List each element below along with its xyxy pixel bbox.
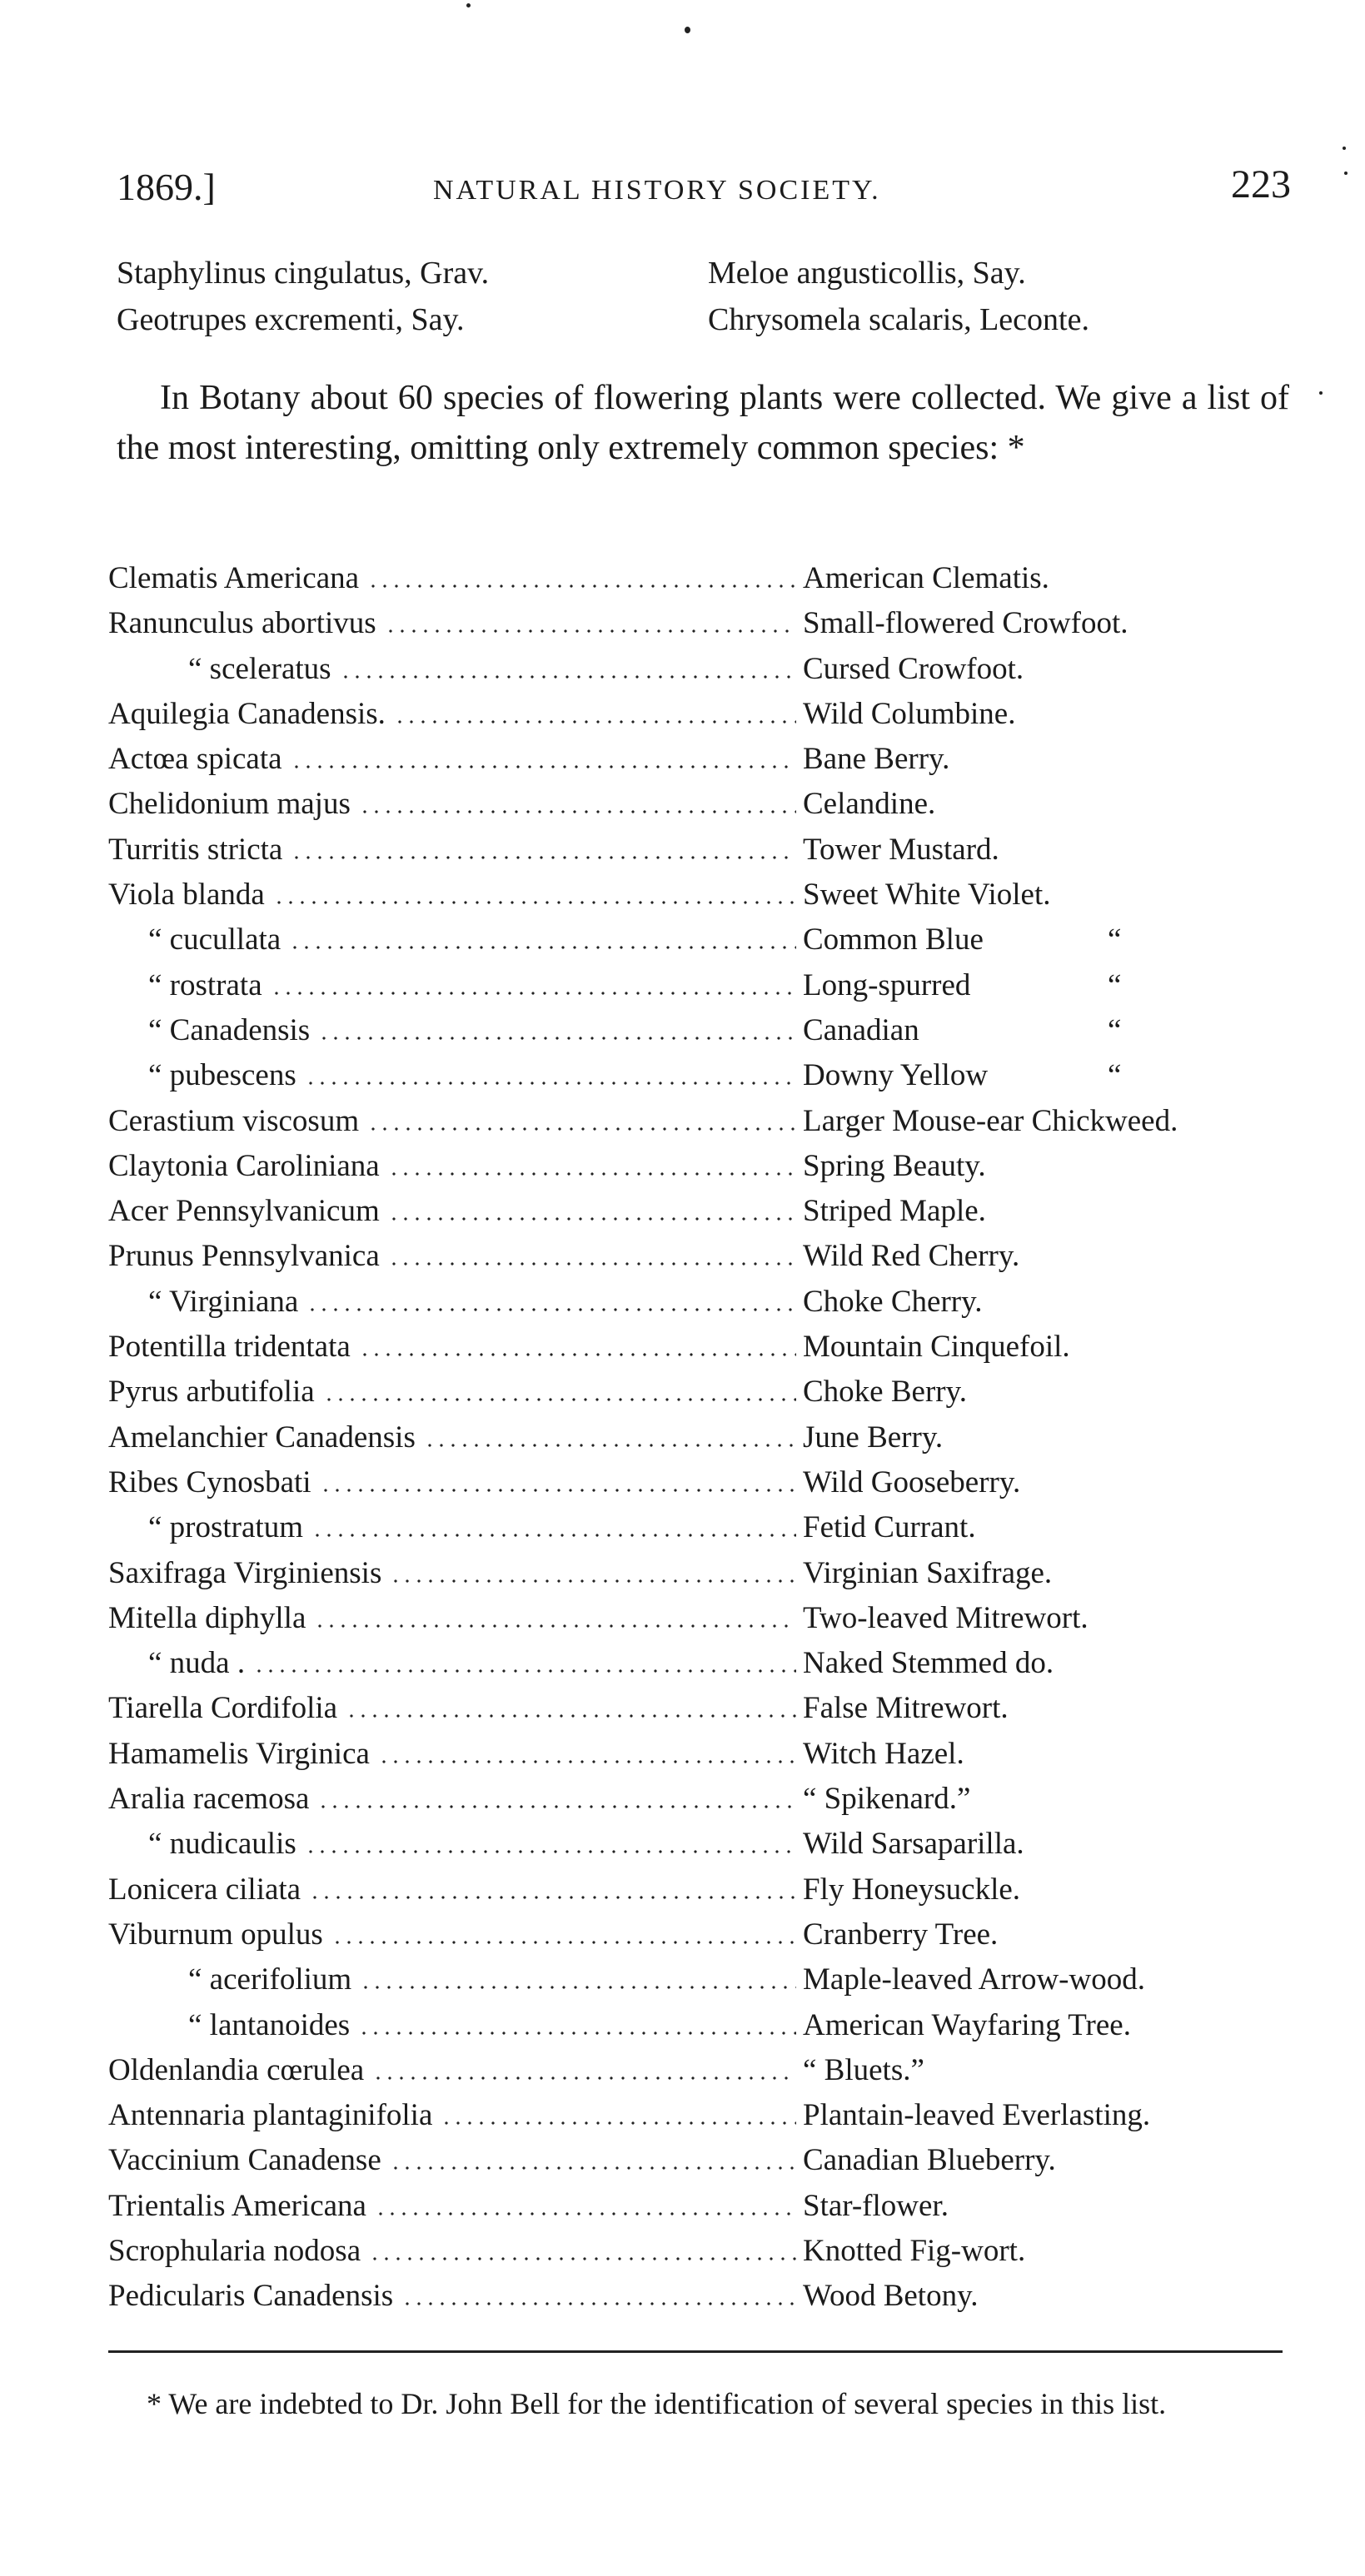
plant-common-name: Witch Hazel.	[803, 1736, 964, 1771]
plant-latin-name: Viburnum opulus	[108, 1917, 323, 1952]
dot-leader	[318, 1037, 796, 1040]
ditto-mark: “	[1108, 967, 1122, 1002]
plant-common-name: Mountain Cinquefoil.	[803, 1330, 1070, 1365]
dot-leader	[340, 675, 796, 679]
plant-row	[108, 1415, 1324, 1460]
plant-row	[108, 1189, 1324, 1234]
plant-common-name: Cursed Crowfoot.	[803, 651, 1024, 686]
plant-latin-name: Potentilla tridentata	[108, 1330, 351, 1365]
plant-row	[108, 1053, 1324, 1098]
plant-latin-name: “ Canadensis	[148, 1012, 311, 1047]
plant-row	[108, 963, 1324, 1008]
plant-row	[108, 2274, 1324, 2319]
plant-common-name: Wild Red Cherry.	[803, 1239, 1020, 1274]
plant-row	[108, 828, 1324, 873]
dot-leader	[390, 1579, 796, 1583]
plant-common-name: Wood Betony.	[803, 2279, 979, 2314]
plant-latin-name: Chelidonium majus	[108, 787, 351, 822]
plant-common-name: Knotted Fig-wort.	[803, 2233, 1026, 2268]
plant-latin-name: “ nuda .	[148, 1646, 246, 1681]
dot-leader	[306, 1308, 796, 1311]
plant-latin-name: Acer Pennsylvanicum	[108, 1194, 380, 1229]
footnote-text: * We are indebted to Dr. John Bell for the identification of several species in this list.	[147, 2387, 1167, 2420]
dot-leader	[323, 1398, 796, 1401]
dot-leader	[358, 2031, 796, 2035]
dot-leader	[305, 1850, 796, 1853]
plant-common-name: Canadian Blueberry.	[803, 2143, 1056, 2178]
plant-latin-name: “ acerifolium	[188, 1962, 352, 1997]
header-title: NATURAL HISTORY SOCIETY.	[433, 175, 881, 206]
plant-latin-name: Aquilegia Canadensis.	[108, 696, 386, 731]
plant-common-name: Downy Yellow	[803, 1058, 989, 1093]
dot-leader	[346, 1714, 796, 1718]
plant-row	[108, 1641, 1324, 1686]
dot-leader	[441, 2121, 796, 2125]
plant-latin-name: Cerastium viscosum	[108, 1103, 360, 1138]
plant-latin-name: Saxifraga Virginiensis	[108, 1555, 382, 1590]
beetle-row	[117, 296, 1283, 343]
plant-common-name: Long-spurred	[803, 967, 971, 1002]
plant-common-name: Maple-leaved Arrow-wood.	[803, 1962, 1145, 1997]
plant-latin-name: “ sceleratus	[188, 651, 331, 686]
beetle-species: Staphylinus cingulatus, Grav.	[117, 256, 490, 291]
plant-latin-name: “ lantanoides	[188, 2007, 351, 2042]
dot-leader	[253, 1669, 796, 1673]
plant-common-name: Two-leaved Mitrewort.	[803, 1600, 1089, 1635]
dot-leader	[271, 992, 796, 995]
plant-row	[108, 1957, 1324, 2002]
plant-row	[108, 1822, 1324, 1867]
plant-latin-name: Ranunculus abortivus	[108, 606, 376, 641]
ditto-mark: “	[1108, 1058, 1122, 1093]
botany-intro-paragraph	[117, 373, 1289, 473]
plant-species-list	[108, 556, 1324, 2320]
plant-row	[108, 2184, 1324, 2229]
plant-row	[108, 1280, 1324, 1325]
print-speck	[466, 3, 471, 7]
dot-leader	[291, 856, 796, 859]
plant-common-name: Canadian	[803, 1012, 919, 1047]
dot-leader	[314, 1624, 796, 1628]
plant-row	[108, 1686, 1324, 1731]
dot-leader	[311, 1534, 796, 1537]
plant-common-name: Wild Sarsaparilla.	[803, 1827, 1024, 1862]
plant-row	[108, 2229, 1324, 2274]
plant-common-name: Larger Mouse-ear Chickweed.	[803, 1103, 1178, 1138]
plant-latin-name: Clematis Americana	[108, 561, 360, 595]
dot-leader	[367, 1127, 796, 1131]
plant-latin-name: “ Virginiana	[148, 1284, 299, 1319]
plant-latin-name: “ cucullata	[148, 922, 281, 957]
dot-leader	[360, 1986, 796, 1989]
plant-latin-name: “ pubescens	[148, 1058, 296, 1093]
plant-latin-name: Lonicera ciliata	[108, 1872, 301, 1907]
plant-row	[108, 1144, 1324, 1189]
plant-latin-name: Scrophularia nodosa	[108, 2233, 361, 2268]
plant-common-name: Sweet White Violet.	[803, 878, 1051, 913]
plant-row	[108, 556, 1324, 601]
plant-latin-name: “ rostrata	[148, 967, 262, 1002]
plant-latin-name: Viola blanda	[108, 878, 265, 913]
plant-common-name: Plantain-leaved Everlasting.	[803, 2098, 1151, 2133]
plant-latin-name: Amelanchier Canadensis	[108, 1420, 416, 1455]
plant-common-name: American Clematis.	[803, 561, 1049, 595]
plant-latin-name: Antennaria plantaginifolia	[108, 2098, 433, 2133]
plant-common-name: Naked Stemmed do.	[803, 1646, 1054, 1681]
dot-leader	[291, 765, 796, 768]
plant-row	[108, 2003, 1324, 2048]
plant-common-name: Choke Berry.	[803, 1375, 967, 1410]
dot-leader	[394, 720, 796, 724]
plant-row	[108, 647, 1324, 692]
dot-leader	[401, 2302, 796, 2305]
dot-leader	[390, 2166, 796, 2170]
dot-leader	[388, 1262, 796, 1266]
plant-common-name: Cranberry Tree.	[803, 1917, 999, 1952]
dot-leader	[385, 629, 796, 633]
footnote	[108, 2381, 1283, 2426]
plant-latin-name: Vaccinium Canadense	[108, 2143, 381, 2178]
plant-common-name: June Berry.	[803, 1420, 944, 1455]
plant-common-name: American Wayfaring Tree.	[803, 2007, 1131, 2042]
dot-leader	[331, 1941, 796, 1944]
intro-text: In Botany about 60 species of flowering plants were collected. We give a list of the most interesting, omitting only extremely common species: *	[117, 379, 1289, 467]
beetle-species-list	[117, 250, 1283, 343]
beetle-species: Geotrupes excrementi, Say.	[117, 302, 465, 337]
dot-leader	[317, 1805, 796, 1808]
plant-row	[108, 1551, 1324, 1596]
dot-leader	[320, 1489, 796, 1492]
plant-latin-name: Ribes Cynosbati	[108, 1465, 311, 1499]
plant-row	[108, 1325, 1324, 1370]
beetle-species: Meloe angusticollis, Say.	[708, 256, 1026, 291]
dot-leader	[378, 1760, 796, 1763]
plant-common-name: Choke Cherry.	[803, 1284, 983, 1319]
ditto-mark: “	[1108, 922, 1122, 957]
plant-row	[108, 2138, 1324, 2183]
plant-common-name: “ Bluets.”	[803, 2052, 924, 2087]
header-year: 1869.]	[117, 166, 216, 208]
plant-common-name: Tower Mustard.	[803, 832, 999, 867]
plant-common-name: Wild Gooseberry.	[803, 1465, 1021, 1499]
plant-latin-name: Claytonia Caroliniana	[108, 1148, 380, 1183]
dot-leader	[388, 1217, 796, 1221]
dot-leader	[309, 1896, 796, 1899]
plant-common-name: Virginian Saxifrage.	[803, 1555, 1053, 1590]
plant-common-name: Spring Beauty.	[803, 1148, 986, 1183]
beetle-species: Chrysomela scalaris, Leconte.	[708, 302, 1089, 337]
plant-row	[108, 2048, 1324, 2093]
plant-row	[108, 1505, 1324, 1550]
plant-common-name: “ Spikenard.”	[803, 1782, 971, 1817]
print-speck	[1343, 147, 1346, 150]
plant-latin-name: Pedicularis Canadensis	[108, 2279, 394, 2314]
plant-latin-name: Actœa spicata	[108, 742, 282, 777]
plant-latin-name: Aralia racemosa	[108, 1782, 310, 1817]
plant-common-name: False Mitrewort.	[803, 1691, 1009, 1726]
plant-row	[108, 1596, 1324, 1641]
page-number: 223	[1231, 162, 1291, 206]
plant-row	[108, 918, 1324, 962]
plant-latin-name: Hamamelis Virginica	[108, 1736, 370, 1771]
dot-leader	[424, 1444, 796, 1447]
plant-row	[108, 1867, 1324, 1912]
dot-leader	[388, 1172, 796, 1176]
dot-leader	[369, 2257, 796, 2260]
print-speck	[685, 27, 690, 33]
ditto-mark: “	[1108, 1012, 1122, 1047]
dot-leader	[375, 2212, 796, 2215]
plant-row	[108, 1234, 1324, 1279]
dot-leader	[359, 810, 796, 813]
plant-common-name: Fetid Currant.	[803, 1510, 976, 1545]
plant-row	[108, 737, 1324, 782]
plant-row	[108, 1460, 1324, 1505]
plant-row	[108, 692, 1324, 737]
plant-row	[108, 1912, 1324, 1957]
plant-latin-name: “ nudicaulis	[148, 1827, 296, 1862]
dot-leader	[289, 946, 796, 949]
dot-leader	[305, 1082, 796, 1085]
plant-latin-name: Trientalis Americana	[108, 2188, 366, 2223]
plant-common-name: Wild Columbine.	[803, 696, 1016, 731]
plant-latin-name: Tiarella Cordifolia	[108, 1691, 338, 1726]
dot-leader	[367, 584, 796, 588]
plant-row	[108, 1099, 1324, 1144]
plant-row	[108, 873, 1324, 918]
plant-common-name: Star-flower.	[803, 2188, 949, 2223]
plant-row	[108, 1732, 1324, 1777]
plant-latin-name: Turritis stricta	[108, 832, 283, 867]
plant-common-name: Celandine.	[803, 787, 936, 822]
plant-latin-name: “ prostratum	[148, 1510, 303, 1545]
plant-row	[108, 782, 1324, 827]
plant-common-name: Bane Berry.	[803, 742, 950, 777]
dot-leader	[372, 2076, 796, 2080]
plant-latin-name: Mitella diphylla	[108, 1600, 306, 1635]
plant-common-name: Fly Honeysuckle.	[803, 1872, 1021, 1907]
print-speck	[1319, 391, 1323, 395]
beetle-row	[117, 250, 1283, 296]
plant-row	[108, 2093, 1324, 2138]
plant-common-name: Small-flowered Crowfoot.	[803, 606, 1128, 641]
dot-leader	[273, 901, 796, 904]
running-header	[117, 157, 1291, 231]
plant-row	[108, 601, 1324, 646]
dot-leader	[359, 1353, 796, 1356]
plant-common-name: Striped Maple.	[803, 1194, 986, 1229]
plant-common-name: Common Blue	[803, 922, 984, 957]
print-speck	[1344, 172, 1348, 175]
plant-latin-name: Prunus Pennsylvanica	[108, 1239, 380, 1274]
plant-latin-name: Pyrus arbutifolia	[108, 1375, 315, 1410]
plant-latin-name: Oldenlandia cœrulea	[108, 2052, 365, 2087]
plant-row	[108, 1370, 1324, 1415]
plant-row	[108, 1777, 1324, 1822]
footnote-rule	[108, 2350, 1283, 2353]
plant-row	[108, 1008, 1324, 1053]
